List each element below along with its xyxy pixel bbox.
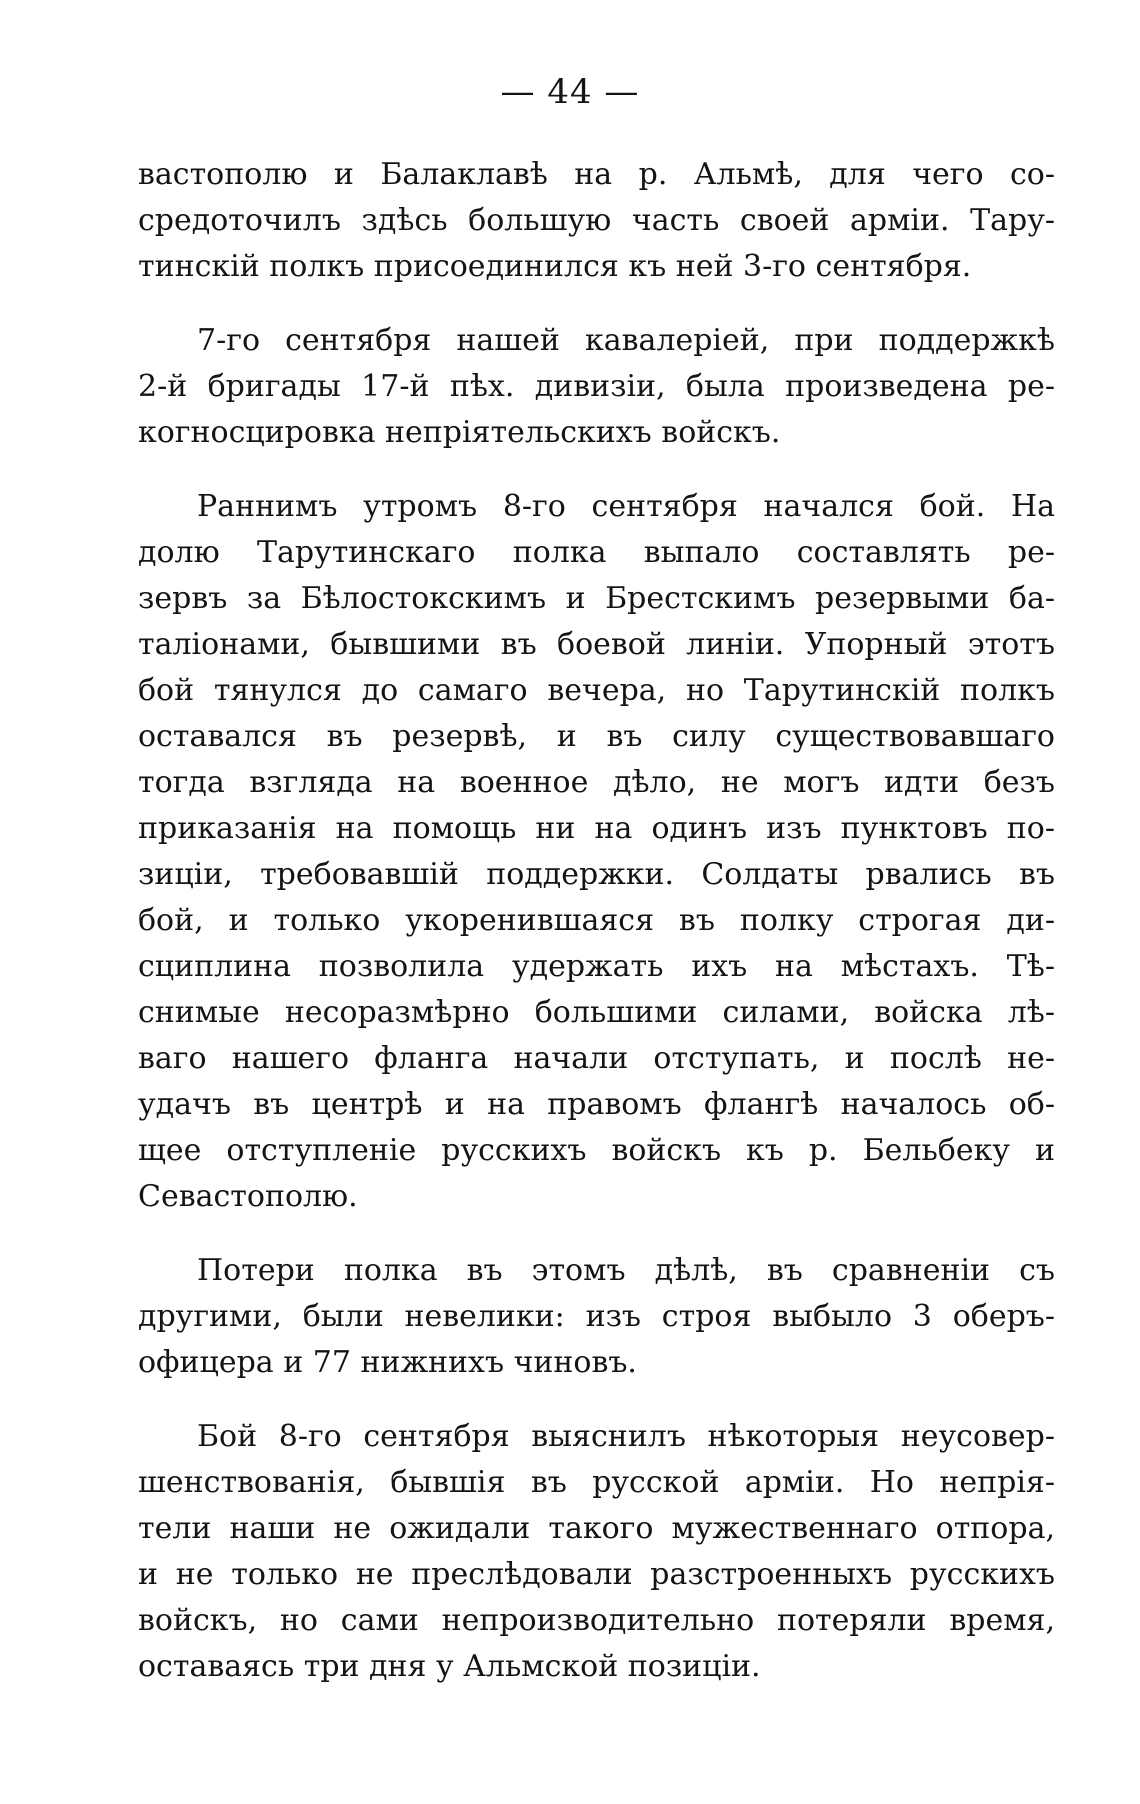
text-line: когносцировка непріятельскихъ войскъ. [138,415,781,450]
paragraph [138,1248,1055,1386]
text-line: Севастополю. [138,1179,358,1214]
text-line: щее отступленіе русскихъ войскъ къ р. Бельбеку и [138,1133,1055,1168]
text-line: 2-й бригады 17-й пѣх. дивизіи, была произведена ре- [138,369,1055,404]
text-line: другими, были невелики: изъ строя выбыло 3 оберъ- [138,1299,1055,1334]
text-line: зиціи, требовавшій поддержки. Солдаты рвались въ [138,857,1055,892]
text-line: вастополю и Балаклавѣ на р. Альмѣ, для чего со- [138,157,1055,192]
text-line: 7-го сентября нашей кавалеріей, при поддержкѣ [197,323,1055,358]
text-line: оставался въ резервѣ, и въ силу существовавшаго [138,719,1055,754]
text-line: войскъ, но сами непроизводительно потеряли время, [138,1603,1055,1638]
text-line: долю Тарутинскаго полка выпало составлять ре- [138,535,1055,570]
text-line: снимые несоразмѣрно большими силами, войска лѣ- [138,995,1055,1030]
text-line: тели наши не ожидали такого мужественнаго отпора, [138,1511,1055,1546]
text-line: удачъ въ центрѣ и на правомъ флангѣ началось об- [138,1087,1055,1122]
text-line: таліонами, бывшими въ боевой линіи. Упорный этотъ [138,627,1055,662]
text-line: бой тянулся до самаго вечера, но Тарутинскій полкъ [138,673,1055,708]
body-text [138,152,1055,1718]
text-line: средоточилъ здѣсь большую часть своей арміи. Тару- [138,203,1055,238]
text-line: бой, и только укоренившаяся въ полку строгая ди- [138,903,1055,938]
text-line: ваго нашего фланга начали отступать, и послѣ не- [138,1041,1055,1076]
text-line: и не только не преслѣдовали разстроенныхъ русскихъ [138,1557,1055,1592]
text-line: шенствованія, бывшія въ русской арміи. Но непрія- [138,1465,1055,1500]
text-line: Раннимъ утромъ 8-го сентября начался бой. На [197,489,1055,524]
page-number: — 44 — [500,72,640,112]
text-line: офицера и 77 нижнихъ чиновъ. [138,1345,637,1380]
paragraph [138,1414,1055,1690]
text-line: приказанія на помощь ни на одинъ изъ пунктовъ по- [138,811,1055,846]
paragraph [138,484,1055,1220]
text-line: Бой 8-го сентября выяснилъ нѣкоторыя неусовер- [197,1419,1055,1454]
text-line: сциплина позволила удержать ихъ на мѣстахъ. Тѣ- [138,949,1055,984]
text-line: тогда взгляда на военное дѣло, не могъ идти безъ [138,765,1055,800]
paragraph [138,152,1055,290]
text-line: Потери полка въ этомъ дѣлѣ, въ сравненіи съ [197,1253,1055,1288]
text-line: зервъ за Бѣлостокскимъ и Брестскимъ резервыми ба- [138,581,1055,616]
text-line: оставаясь три дня у Альмской позиціи. [138,1649,761,1684]
text-line: тинскій полкъ присоединился къ ней 3-го сентября. [138,249,972,284]
paragraph [138,318,1055,456]
